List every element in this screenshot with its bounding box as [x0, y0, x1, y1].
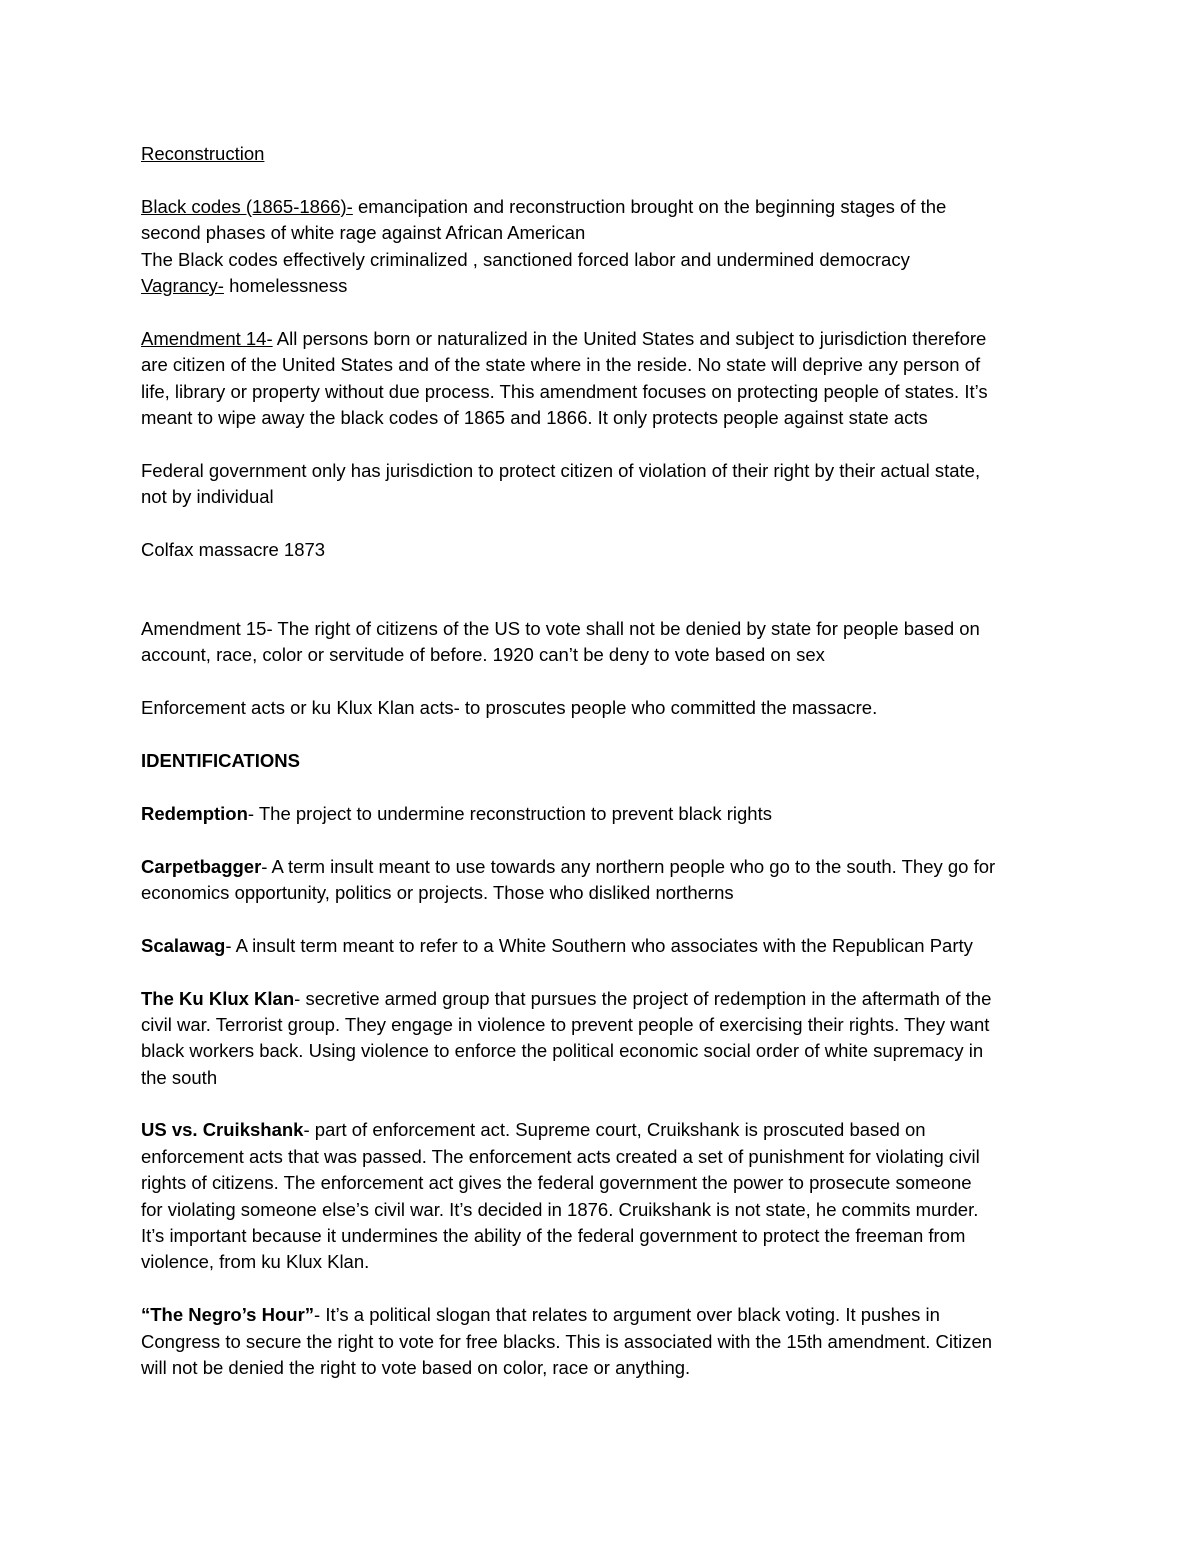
- black-codes-term: Black codes (1865-1866)-: [141, 195, 353, 217]
- vagrancy-definition: homelessness: [223, 274, 348, 296]
- vagrancy-line: [141, 273, 1061, 299]
- black-codes-line-2: second phases of white rage against African American: [141, 222, 586, 244]
- amendment-14-line-2: are citizen of the United States and of the state where in the reside. No state will deprive any person of: [141, 354, 981, 376]
- kkk-line-2: civil war. Terrorist group. They engage in violence to prevent people of exercising their rights. They want: [141, 1013, 990, 1035]
- vagrancy-term: Vagrancy-: [141, 274, 224, 296]
- spacer: [141, 906, 1061, 932]
- spacer: [141, 510, 1061, 536]
- federal-line-1: Federal government only has jurisdiction to protect citizen of violation of their right by their actual state,: [141, 459, 981, 481]
- cruikshank-line-6: violence, from ku Klux Klan.: [141, 1251, 370, 1273]
- carpetbagger-definition: - A term insult meant to use towards any northern people who go to the south. They go for: [261, 855, 996, 877]
- spacer: [141, 1276, 1061, 1302]
- spacer: [141, 431, 1061, 457]
- negros-hour-line-1: [141, 1302, 1061, 1328]
- kkk-term: The Ku Klux Klan: [141, 987, 295, 1009]
- scalawag-definition: - A insult term meant to refer to a White Southern who associates with the Republican Party: [225, 934, 973, 956]
- amendment-14-text: All persons born or naturalized in the United States and subject to jurisdiction therefore: [272, 327, 987, 349]
- spacer: [141, 167, 1061, 193]
- redemption-definition: - The project to undermine reconstruction to prevent black rights: [247, 802, 772, 824]
- document-page: [141, 141, 1061, 1381]
- black-codes-line-3: The Black codes effectively criminalized , sanctioned forced labor and undermined democracy: [141, 248, 910, 270]
- enforcement-line: Enforcement acts or ku Klux Klan acts- to proscutes people who committed the massacre.: [141, 697, 878, 719]
- document-title: [141, 141, 1061, 167]
- kkk-definition: - secretive armed group that pursues the project of redemption in the aftermath of the: [294, 987, 992, 1009]
- redemption-line: [141, 801, 1061, 827]
- negros-hour-line-2: Congress to secure the right to vote for free blacks. This is associated with the 15th amendment. Citizen: [141, 1330, 993, 1352]
- cruikshank-term: US vs. Cruikshank: [141, 1119, 304, 1141]
- kkk-line-4: the south: [141, 1066, 218, 1088]
- amendment-14-line-3: life, library or property without due process. This amendment focuses on protecting people of states. It’s: [141, 380, 988, 402]
- cruikshank-line-1: [141, 1117, 1061, 1143]
- kkk-line-3: black workers back. Using violence to enforce the political economic social order of white supremacy in: [141, 1040, 984, 1062]
- spacer: [141, 590, 1061, 616]
- black-codes-definition: emancipation and reconstruction brought on the beginning stages of the: [352, 195, 947, 217]
- cruikshank-line-5: It’s important because it undermines the ability of the federal government to protect the freeman from: [141, 1225, 966, 1247]
- amendment-15-line-1: Amendment 15- The right of citizens of the US to vote shall not be denied by state for people based on: [141, 618, 980, 640]
- spacer: [141, 299, 1061, 325]
- amendment-14-line-4: meant to wipe away the black codes of 1865 and 1866. It only protects people against state acts: [141, 406, 928, 428]
- black-codes-line-1: [141, 194, 1061, 220]
- carpetbagger-line-2: economics opportunity, politics or projects. Those who disliked northerns: [141, 881, 734, 903]
- spacer: [141, 959, 1061, 985]
- scalawag-term: Scalawag: [141, 934, 226, 956]
- cruikshank-line-2: enforcement acts that was passed. The enforcement acts created a set of punishment for violating civil: [141, 1145, 980, 1167]
- spacer: [141, 827, 1061, 853]
- spacer: [141, 669, 1061, 695]
- spacer: [141, 774, 1061, 800]
- title-text: Reconstruction: [141, 143, 265, 164]
- negros-hour-definition: - It’s a political slogan that relates to argument over black voting. It pushes in: [314, 1304, 940, 1326]
- kkk-line-1: [141, 986, 1061, 1012]
- spacer: [141, 722, 1061, 748]
- negros-hour-term: “The Negro’s Hour”: [141, 1304, 315, 1326]
- spacer: [141, 563, 1061, 589]
- carpetbagger-line-1: [141, 854, 1061, 880]
- cruikshank-definition: - part of enforcement act. Supreme court, Cruikshank is proscuted based on: [303, 1119, 926, 1141]
- identifications-heading: IDENTIFICATIONS: [141, 749, 300, 771]
- amendment-14-line-1: [141, 326, 1061, 352]
- amendment-14-term: Amendment 14-: [141, 327, 273, 349]
- amendment-15-line-2: account, race, color or servitude of before. 1920 can’t be deny to vote based on sex: [141, 644, 825, 666]
- redemption-term: Redemption: [141, 802, 248, 824]
- cruikshank-line-4: for violating someone else’s civil war. It’s decided in 1876. Cruikshank is not state, he commits murder.: [141, 1198, 979, 1220]
- spacer: [141, 1091, 1061, 1117]
- colfax-line: Colfax massacre 1873: [141, 538, 326, 560]
- carpetbagger-term: Carpetbagger: [141, 855, 262, 877]
- cruikshank-line-3: rights of citizens. The enforcement act gives the federal government the power to prosecute someone: [141, 1172, 972, 1194]
- scalawag-line: [141, 933, 1061, 959]
- federal-line-2: not by individual: [141, 486, 274, 508]
- negros-hour-line-3: will not be denied the right to vote based on color, race or anything.: [141, 1356, 691, 1378]
